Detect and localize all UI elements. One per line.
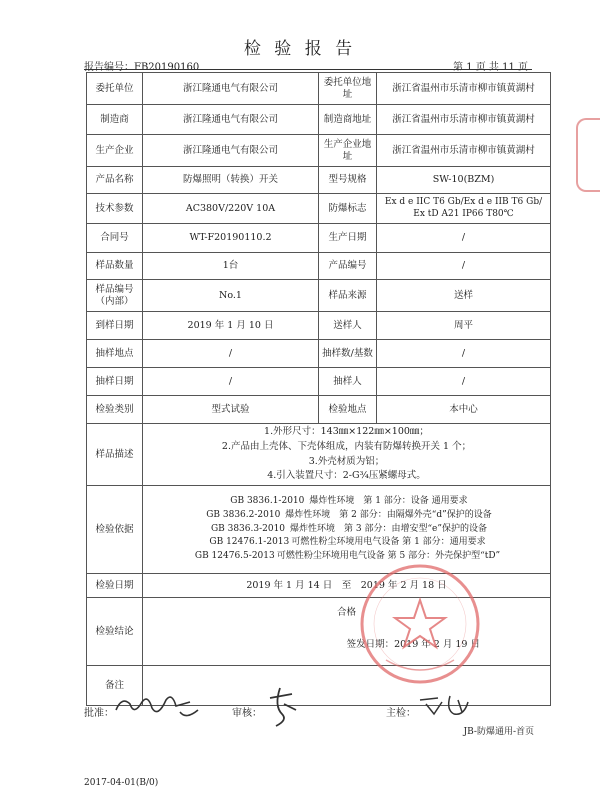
- conclusion-cell: [143, 598, 551, 666]
- side-stamp-mark: [576, 118, 600, 192]
- sample-source-label: 样品来源: [319, 280, 377, 312]
- arrival-date-value: 2019 年 1 月 10 日: [143, 312, 319, 340]
- basis-item: [145, 550, 548, 564]
- contract-label: 合同号: [87, 224, 143, 253]
- tech-params-value: AC380V/220V 10A: [143, 194, 319, 224]
- test-basis: [143, 486, 551, 574]
- sender-label: 送样人: [319, 312, 377, 340]
- maker-label: 制造商: [87, 105, 143, 135]
- sample-qty-value: 1台: [143, 253, 319, 280]
- sampling-site-value: /: [143, 340, 319, 368]
- product-name-label: 产品名称: [87, 167, 143, 194]
- client-address-label: 委托单位地址: [319, 73, 377, 105]
- sample-description-label: 样品描述: [87, 424, 143, 486]
- description-line: 2.产品由上壳体、下壳体组成，内装有防爆转换开关 1 个；: [221, 440, 472, 452]
- form-version: 2017-04-01(B/0): [84, 778, 159, 788]
- sign-date: 签发日期：2019 年 2 月 19 日: [346, 639, 480, 651]
- approve-label: 批准：: [84, 708, 114, 719]
- test-basis-label: 检验依据: [87, 486, 143, 574]
- description-line: 1.外形尺寸：143㎜×122㎜×100㎜；: [264, 426, 429, 438]
- sender-value: 周平: [377, 312, 551, 340]
- test-type-label: 检验类别: [87, 396, 143, 424]
- sampling-base-label: 抽样数/基数: [319, 340, 377, 368]
- product-serial-value: /: [377, 253, 551, 280]
- producer-address-value: 浙江省温州市乐清市柳市镇黄湖村: [377, 135, 551, 167]
- sampler-value: /: [377, 368, 551, 396]
- model-value: SW-10(BZM): [377, 167, 551, 194]
- report-number: 报告编号：FB20190160: [84, 62, 200, 73]
- basis-standard: GB 12476.5-2013: [194, 551, 275, 562]
- conclusion-value: 合格: [336, 607, 356, 618]
- client-value: 浙江隆通电气有限公司: [143, 73, 319, 105]
- tech-params-label: 技术参数: [87, 194, 143, 224]
- test-place-value: 本中心: [377, 396, 551, 424]
- basis-text: 可燃性粉尘环境用电气设备 第 1 部分：通用要求: [291, 537, 486, 548]
- basis-standard: GB 12476.1-2013: [209, 537, 290, 548]
- form-code: JB-防爆通用-首页: [463, 727, 534, 737]
- basis-text: 可燃性粉尘环境用电气设备 第 5 部分：外壳保护型“tD”: [276, 551, 501, 562]
- producer-label: 生产企业: [87, 135, 143, 167]
- sampling-date-label: 抽样日期: [87, 368, 143, 396]
- ex-mark-value: [377, 194, 551, 224]
- basis-standard: GB 3836.3-2010: [210, 523, 286, 534]
- official-seal-stamp: [356, 560, 484, 688]
- description-line: 3.外壳材质为铝；: [308, 455, 385, 467]
- basis-item: [145, 523, 548, 537]
- sampling-date-value: /: [143, 368, 319, 396]
- sample-description: [143, 424, 551, 486]
- basis-item: [145, 495, 548, 509]
- sample-no-value: No.1: [143, 280, 319, 312]
- remarks-label: 备注: [87, 666, 143, 706]
- checker-signature: [416, 690, 476, 720]
- basis-standard: GB 3836.2-2010: [206, 509, 281, 520]
- basis-item: [145, 509, 548, 523]
- page-info: 第 1 页 共 11 页: [453, 62, 528, 73]
- basis-standard: GB 3836.1-2010: [230, 495, 305, 506]
- reviewer-signature: [262, 684, 302, 728]
- review-label: 审核：: [232, 708, 262, 719]
- test-place-label: 检验地点: [319, 396, 377, 424]
- product-name-value: 防爆照明（转换）开关: [143, 167, 319, 194]
- producer-address-label: 生产企业地址: [319, 135, 377, 167]
- production-date-value: /: [377, 224, 551, 253]
- ex-mark-line-2: Ex tD A21 IP66 T80℃: [413, 208, 514, 219]
- product-serial-label: 产品编号: [319, 253, 377, 280]
- sample-no-label-line2: （内部）: [95, 295, 134, 307]
- basis-text: 爆炸性环境 第 3 部分：由增安型“e”保护的设备: [290, 523, 487, 534]
- sampling-site-label: 抽样地点: [87, 340, 143, 368]
- basis-text: 爆炸性环境 第 1 部分：设备 通用要求: [309, 495, 468, 506]
- description-line: 4.引入装置尺寸：2-G¾压紧螺母式。: [267, 470, 426, 482]
- contract-value: WT-F20190110.2: [143, 224, 319, 253]
- test-type-value: 型式试验: [143, 396, 319, 424]
- maker-address-label: 制造商地址: [319, 105, 377, 135]
- test-date-label: 检验日期: [87, 574, 143, 598]
- header-divider: [84, 69, 532, 70]
- production-date-label: 生产日期: [319, 224, 377, 253]
- approver-signature: [112, 690, 202, 724]
- sample-source-value: 送样: [377, 280, 551, 312]
- remarks-value: [143, 666, 551, 706]
- basis-item: [145, 536, 548, 550]
- sample-qty-label: 样品数量: [87, 253, 143, 280]
- ex-mark-line-1: Ex d e IIC T6 Gb/Ex d e IIB T6 Gb/: [384, 197, 543, 208]
- ex-mark-label: 防爆标志: [319, 194, 377, 224]
- maker-address-value: 浙江省温州市乐清市柳市镇黄湖村: [377, 105, 551, 135]
- check-label: 主检：: [386, 708, 416, 719]
- basis-text: 爆炸性环境 第 2 部分：由隔爆外壳“d”保护的设备: [285, 509, 492, 520]
- sampling-base-value: /: [377, 340, 551, 368]
- client-address-value: 浙江省温州市乐清市柳市镇黄湖村: [377, 73, 551, 105]
- sampler-label: 抽样人: [319, 368, 377, 396]
- maker-value: 浙江隆通电气有限公司: [143, 105, 319, 135]
- report-title: 检 验 报 告: [243, 39, 357, 59]
- conclusion-label: 检验结论: [87, 598, 143, 666]
- model-label: 型号规格: [319, 167, 377, 194]
- test-date-value: 2019 年 1 月 14 日 至 2019 年 2 月 18 日: [143, 574, 551, 598]
- arrival-date-label: 到样日期: [87, 312, 143, 340]
- producer-value: 浙江隆通电气有限公司: [143, 135, 319, 167]
- client-label: 委托单位: [87, 73, 143, 105]
- sample-no-label: [87, 280, 143, 312]
- sample-no-label-line1: 样品编号: [95, 283, 134, 295]
